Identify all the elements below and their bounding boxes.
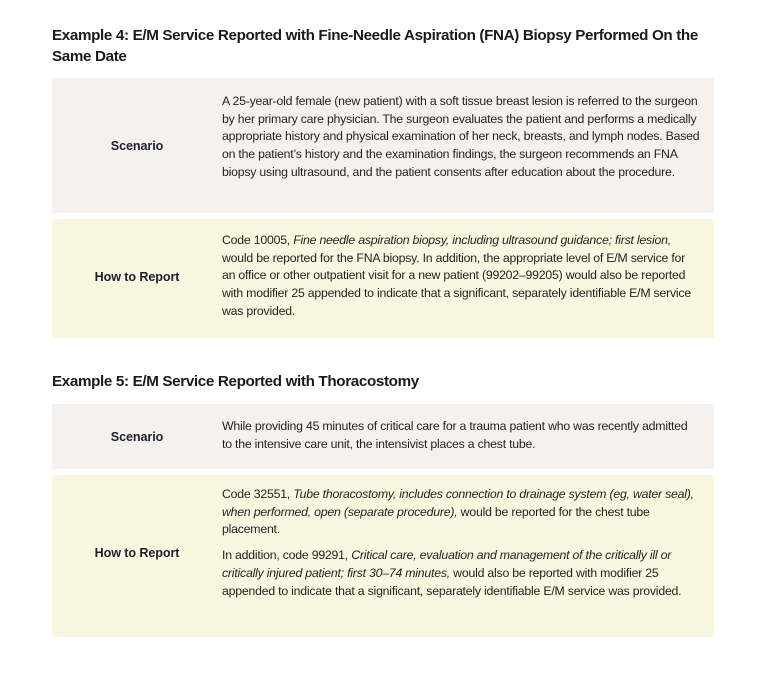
- report-paragraph: [222, 486, 700, 539]
- code-descriptor: Fine needle aspiration biopsy, including ultrasound guidance; first lesion,: [293, 233, 671, 247]
- how-to-report-text: [222, 232, 700, 321]
- example-5-how-to-report-box: [52, 475, 714, 637]
- scenario-label: Scenario: [110, 139, 164, 153]
- example-5-title: Example 5: E/M Service Reported with Thoracostomy: [52, 373, 419, 390]
- scenario-label: Scenario: [110, 430, 164, 444]
- report-text: Code 10005,: [222, 233, 294, 247]
- code-descriptor: Critical care, evaluation and management of the critically ill or critically injured patient; first 30–74 minutes,: [222, 548, 672, 580]
- report-text: would be reported for the FNA biopsy. In addition, the appropriate level of E/M service for an office or other outpatient visit for a new patient (99202–99205) would also be reported with modifier 25 appended to indicate that a significant, separately identifiable E/M service was provided.: [222, 250, 691, 318]
- scenario-paragraph: A 25-year-old female (new patient) with a soft tissue breast lesion is referred to the surgeon by her primary care physician. The surgeon evaluates the patient and performs a medically appropriate history and physical examination of her neck, breasts, and lymph nodes. Based on the patient’s history and the examination findings, the surgeon recommends an FNA biopsy using ultrasound, and the patient consents after education about the procedure.: [222, 94, 700, 179]
- scenario-text: [222, 418, 700, 453]
- report-text: would also be reported with modifier 25 appended to indicate that a significant, separately identifiable E/M service was provided.: [222, 565, 682, 598]
- example-5-scenario-box: [52, 404, 714, 469]
- example-4-title: Example 4: E/M Service Reported with Fine-Needle Aspiration (FNA) Biopsy Performed On the Same Date: [52, 27, 698, 65]
- report-text: Code 32551,: [222, 487, 294, 501]
- report-paragraph: [222, 232, 700, 321]
- scenario-paragraph: While providing 45 minutes of critical care for a trauma patient who was recently admitted to the intensive care unit, the intensivist places a chest tube.: [222, 419, 688, 451]
- scenario-text: [222, 93, 700, 182]
- example-4-how-to-report-box: [52, 219, 714, 338]
- how-to-report-label: How to Report: [94, 270, 180, 284]
- report-paragraph: [222, 547, 700, 600]
- report-text: would be reported for the chest tube placement.: [222, 504, 650, 537]
- how-to-report-text: [222, 486, 700, 600]
- code-descriptor: Tube thoracostomy, includes connection to drainage system (eg, water seal), when performed, open (separate procedure),: [222, 487, 694, 519]
- example-4-scenario-box: [52, 78, 714, 213]
- how-to-report-label: How to Report: [94, 546, 180, 560]
- report-text: In addition, code 99291,: [222, 548, 352, 563]
